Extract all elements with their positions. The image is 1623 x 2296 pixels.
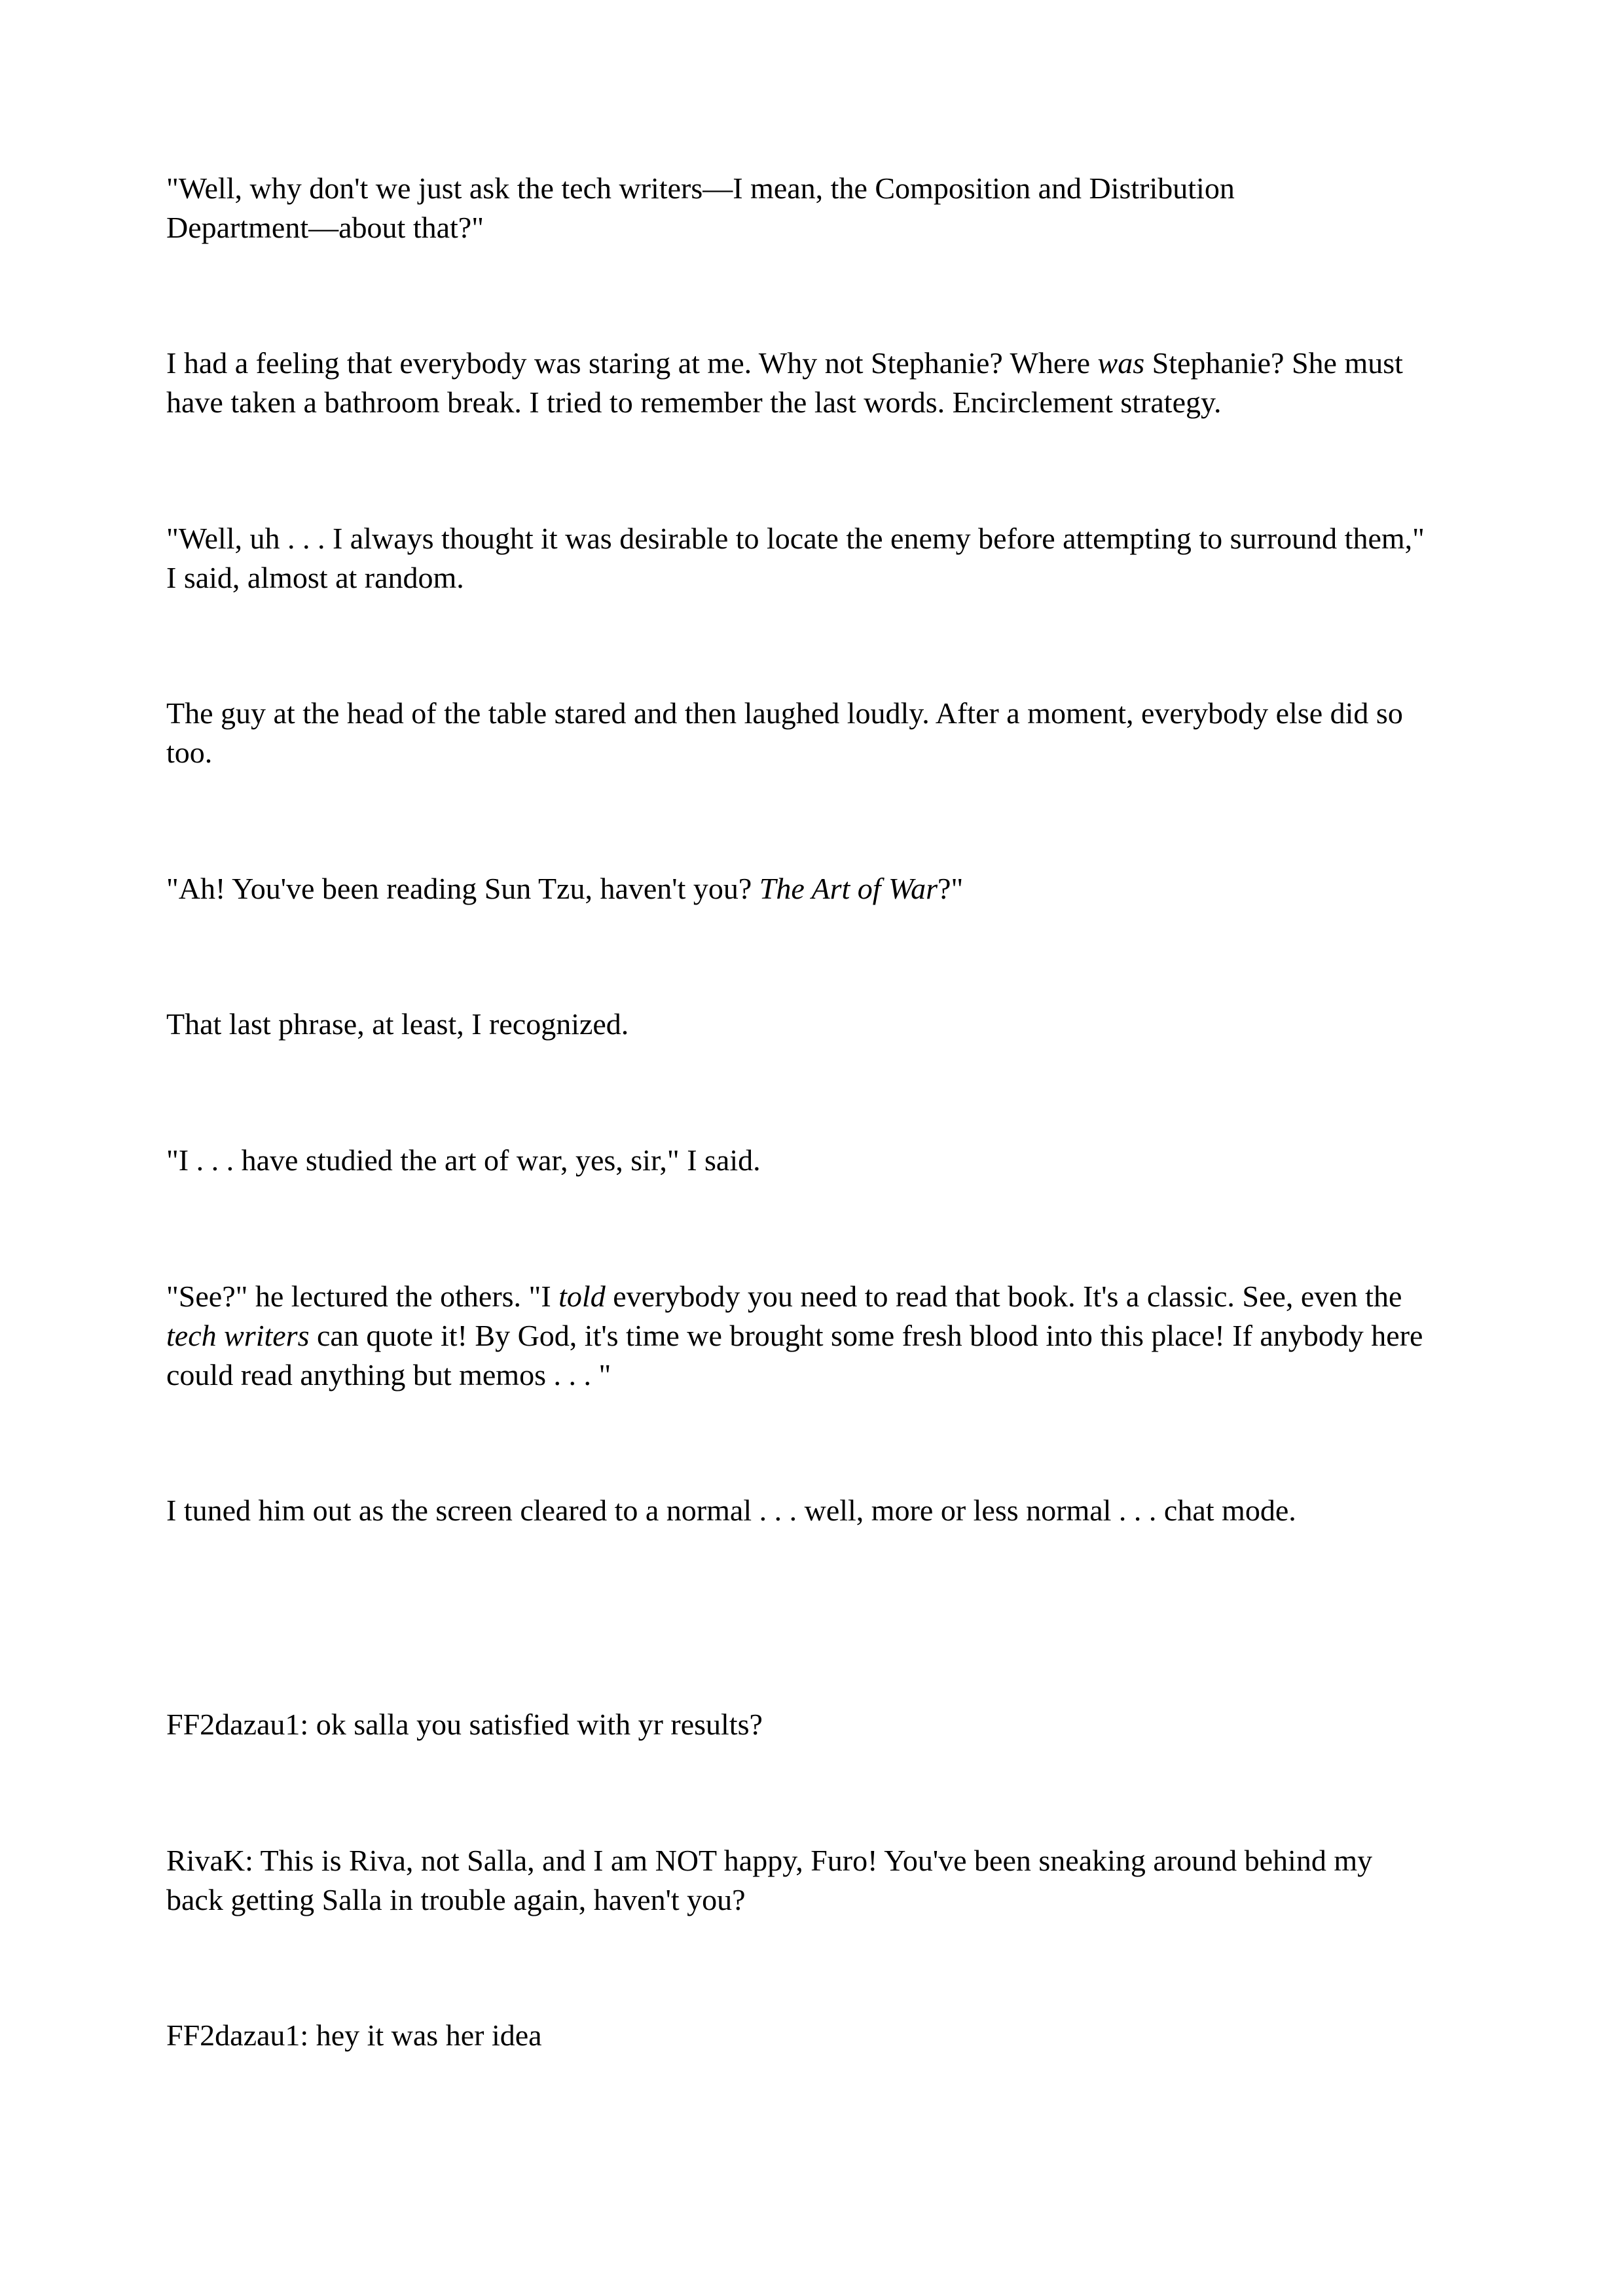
emphasis-text: told	[558, 1280, 606, 1313]
paragraph-art-of-war	[166, 1141, 1476, 1180]
text-line: FF2dazau1: ok salla you satisfied with yr results?	[166, 1708, 763, 1741]
text-line: "Ah! You've been reading Sun Tzu, haven't you?	[166, 872, 759, 905]
text-line: I had a feeling that everybody was staring at me. Why not Stephanie? Where	[166, 346, 1098, 380]
chat-message-rivak	[166, 1841, 1476, 1920]
paragraph-tech-writers-question	[166, 169, 1476, 247]
text-line: back getting Salla in trouble again, haven't you?	[166, 1883, 746, 1916]
paragraph-chat-mode	[166, 1491, 1476, 1530]
paragraph-recognized	[166, 1005, 1476, 1044]
text-line: "I . . . have studied the art of war, yes, sir," I said.	[166, 1143, 761, 1177]
text-line: I said, almost at random.	[166, 561, 464, 594]
emphasis-text: The Art of War	[759, 872, 938, 905]
text-line: everybody you need to read that book. It's a classic. See, even the	[605, 1280, 1402, 1313]
paragraph-laughed	[166, 694, 1476, 772]
paragraph-locate-enemy	[166, 519, 1476, 598]
paragraph-staring	[166, 344, 1476, 422]
text-line: could read anything but memos . . . "	[166, 1358, 611, 1391]
emphasis-text: was	[1097, 346, 1145, 380]
text-line: The guy at the head of the table stared and then laughed loudly. After a moment, everybody else did so	[166, 696, 1403, 730]
text-line: Stephanie? She must	[1144, 346, 1403, 380]
text-line: "See?" he lectured the others. "I	[166, 1280, 559, 1313]
text-line: FF2dazau1: hey it was her idea	[166, 2018, 542, 2052]
text-line: "Well, uh . . . I always thought it was desirable to locate the enemy before attempting to surround them,"	[166, 522, 1425, 555]
paragraph-sun-tzu	[166, 869, 1476, 908]
chat-message-ff2dazau1	[166, 1705, 1476, 1744]
text-line: "Well, why don't we just ask the tech writers—I mean, the Composition and Distribution	[166, 171, 1235, 205]
text-line: That last phrase, at least, I recognized.	[166, 1007, 629, 1041]
text-line: ?"	[938, 872, 964, 905]
chat-message-ff2dazau1-reply	[166, 2016, 1476, 2055]
paragraph-lectured	[166, 1277, 1476, 1395]
text-line: have taken a bathroom break. I tried to remember the last words. Encirclement strategy.	[166, 386, 1222, 419]
emphasis-text: tech writers	[166, 1319, 310, 1352]
text-line: I tuned him out as the screen cleared to a normal . . . well, more or less normal . . . chat mode.	[166, 1494, 1296, 1527]
text-line: Department—about that?"	[166, 211, 484, 244]
text-line: RivaK: This is Riva, not Salla, and I am NOT happy, Furo! You've been sneaking around behind my	[166, 1844, 1373, 1877]
text-line: too.	[166, 736, 213, 769]
text-line: can quote it! By God, it's time we brought some fresh blood into this place! If anybody here	[309, 1319, 1423, 1352]
